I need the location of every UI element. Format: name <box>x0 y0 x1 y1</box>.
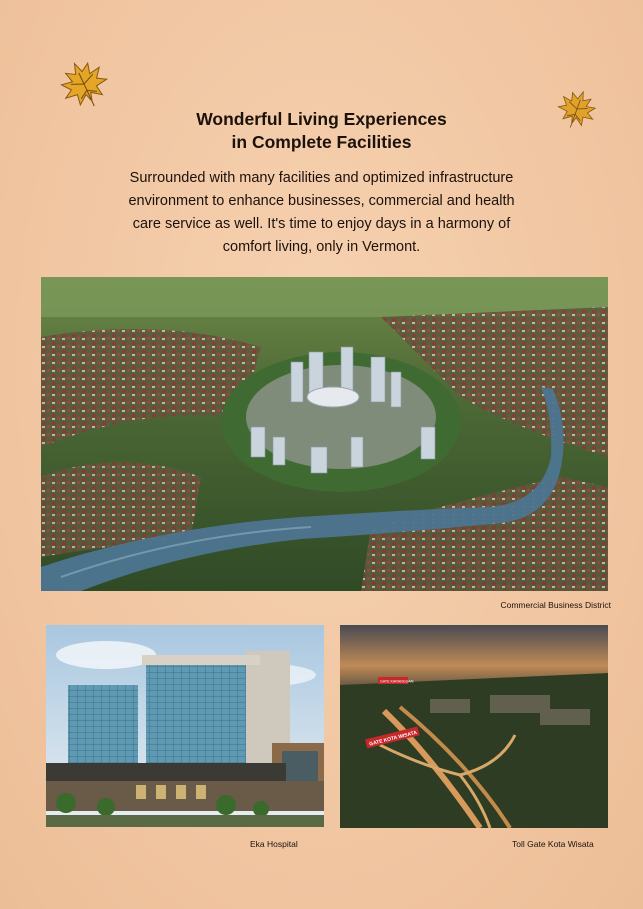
intro-line-3: care service as well. It's time to enjoy days in a harmony of <box>132 216 511 232</box>
cbd-aerial-photo <box>41 277 608 591</box>
intro-line-4: comfort living, only in Vermont. <box>222 239 421 255</box>
maple-leaf-icon <box>58 58 110 110</box>
intro-line-1: Surrounded with many facilities and optimized infrastructure <box>129 170 514 186</box>
cbd-caption: Commercial Business District <box>500 600 611 610</box>
intro-paragraph <box>110 167 533 259</box>
page-title <box>0 108 643 154</box>
hospital-photo <box>46 625 324 827</box>
title-line-1: Wonderful Living Experiences <box>196 109 447 129</box>
toll-sign-1: GATE KARANGGAN <box>380 679 414 684</box>
title-line-2: in Complete Facilities <box>231 132 412 152</box>
toll-gate-photo <box>340 625 608 828</box>
intro-line-2: environment to enhance businesses, commercial and health <box>128 193 515 209</box>
toll-gate-caption: Toll Gate Kota Wisata <box>512 839 594 849</box>
hospital-caption: Eka Hospital <box>250 839 298 849</box>
toll-sign-2: GATE KOTA WISATA <box>368 729 418 748</box>
